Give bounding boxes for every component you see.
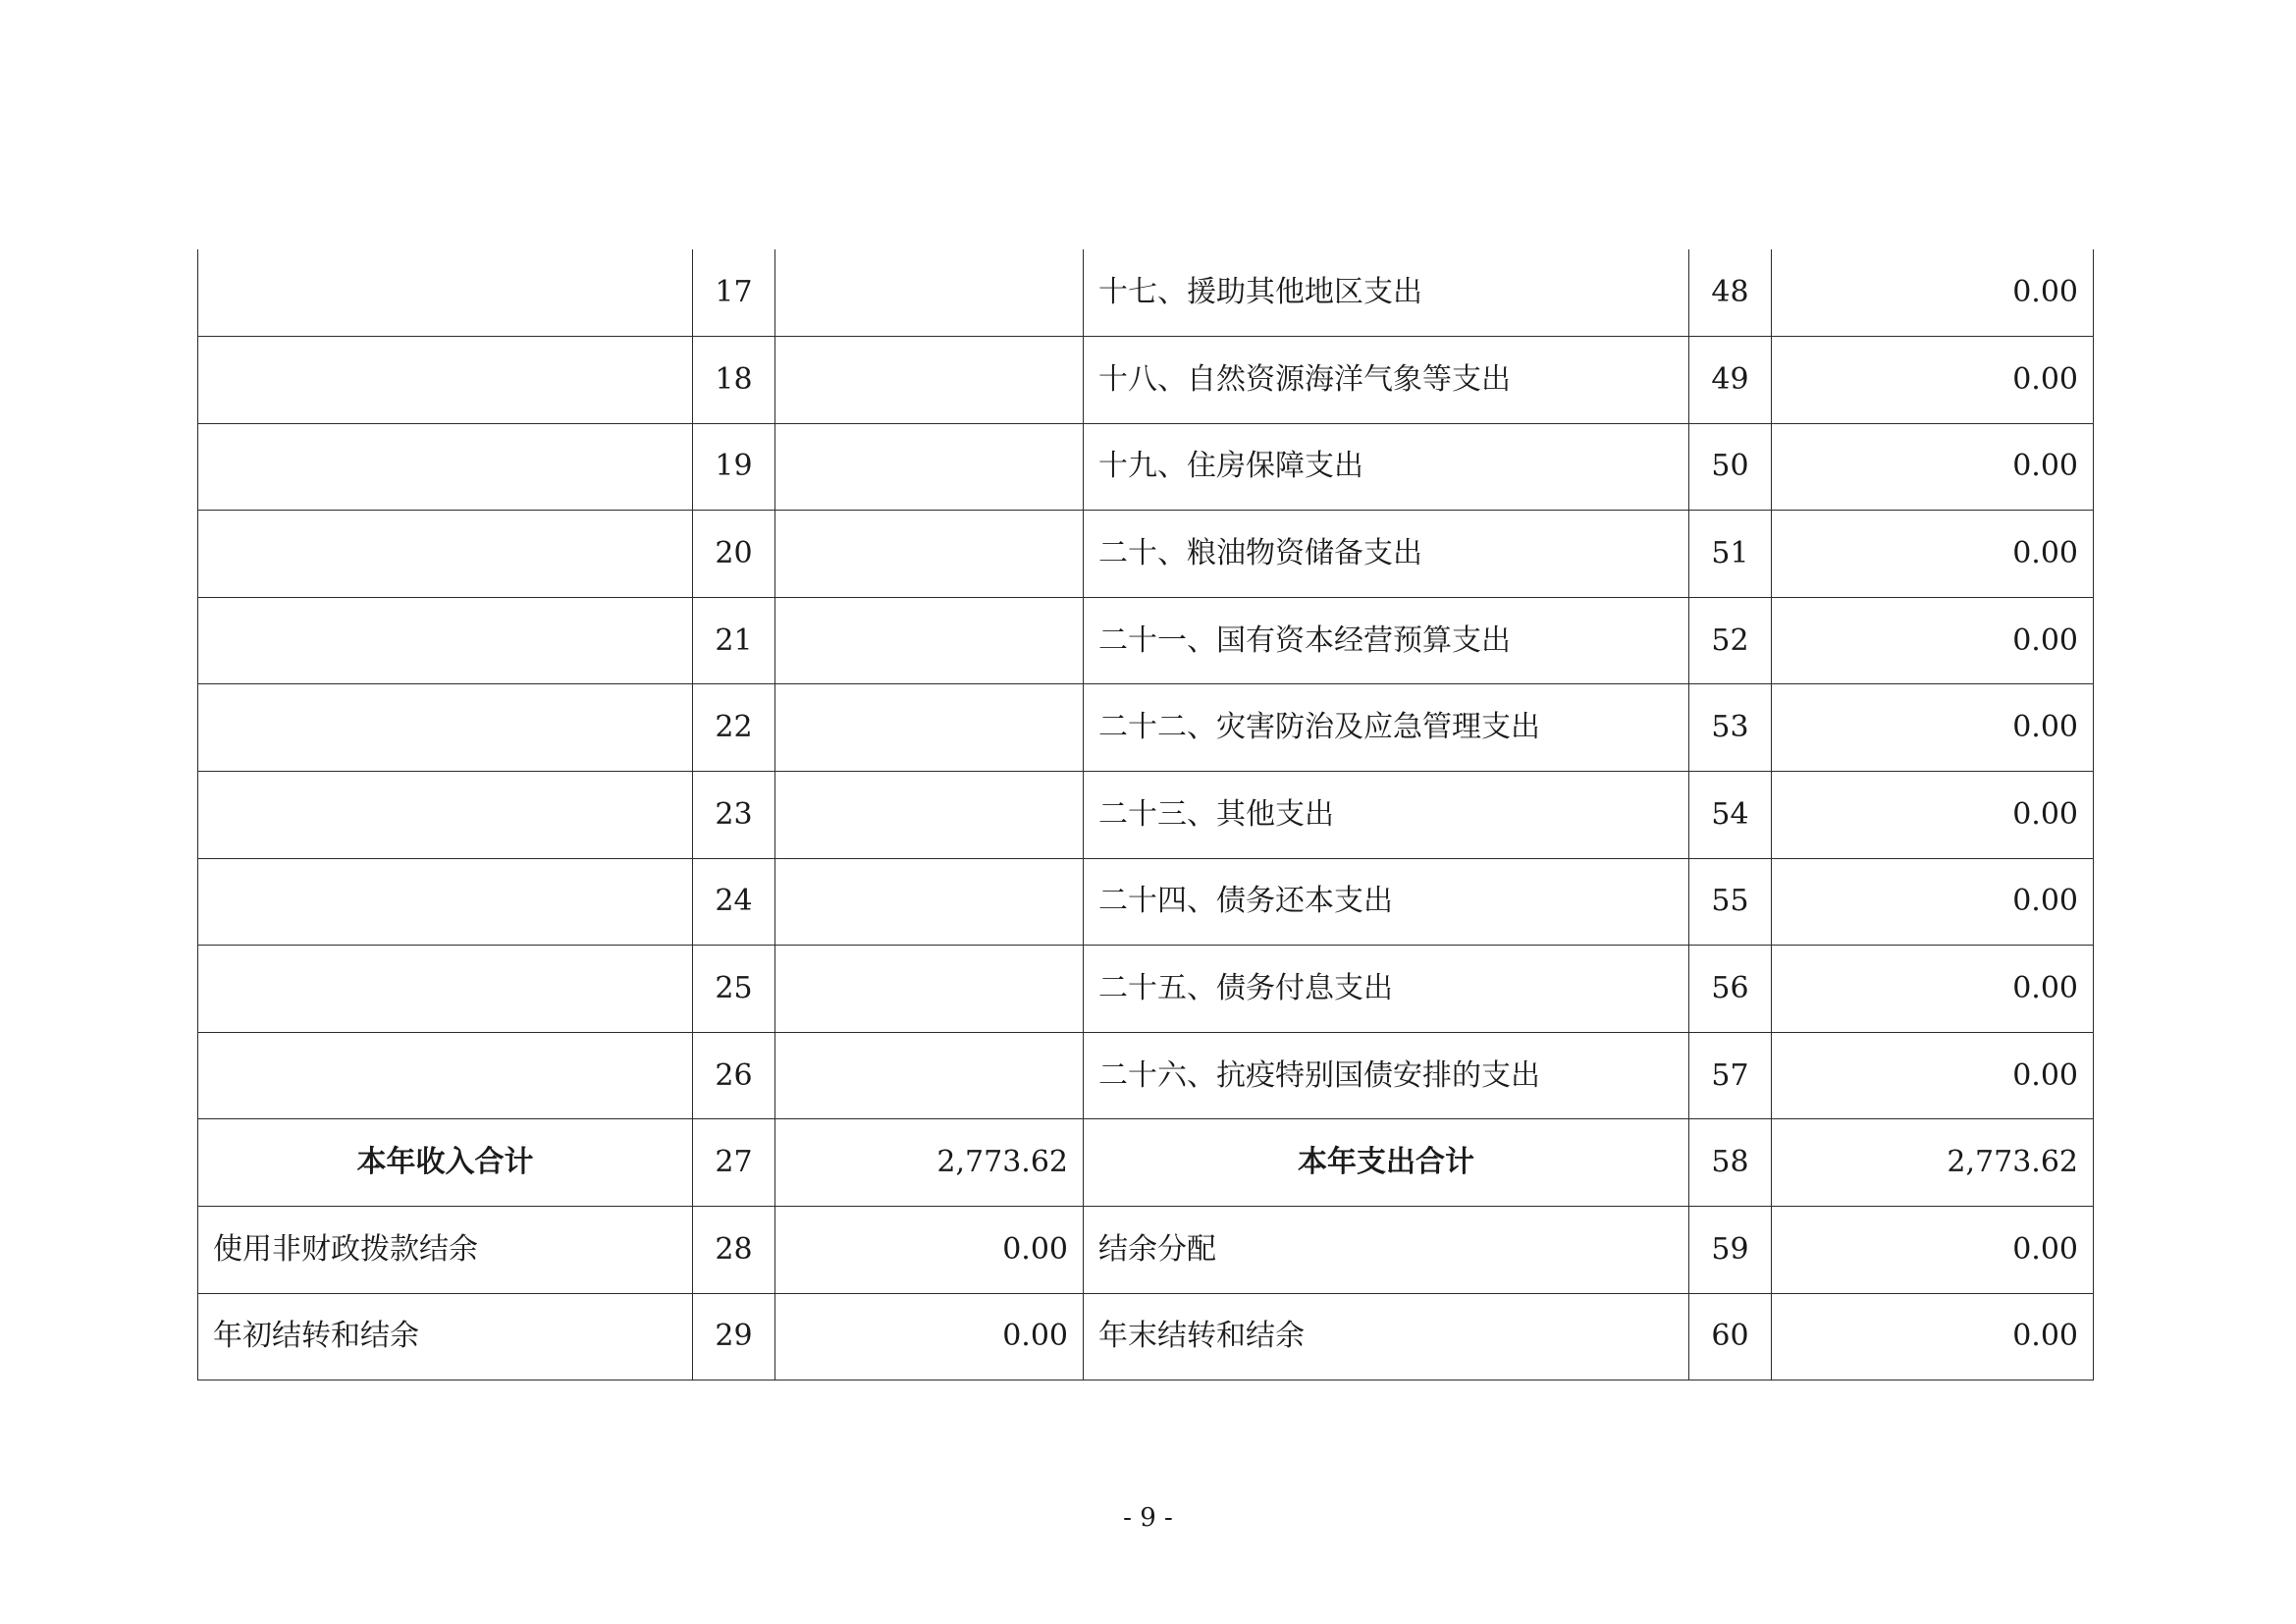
expenditure-item-cell: 十九、住房保障支出 [1084,423,1689,511]
income-amount-cell [775,858,1084,946]
expenditure-item-cell: 二十一、国有资本经营预算支出 [1084,597,1689,684]
income-item-cell: 年初结转和结余 [198,1293,693,1380]
expenditure-line-number: 59 [1689,1207,1772,1294]
table-row [198,946,2094,1033]
expenditure-amount-cell: 0.00 [1772,1032,2094,1119]
income-item-cell: 使用非财政拨款结余 [198,1207,693,1294]
income-total-amount: 2,773.62 [775,1119,1084,1207]
page-number: - 9 - [1123,1503,1173,1533]
expenditure-line-number: 56 [1689,946,1772,1033]
income-amount-cell [775,511,1084,598]
table-row [198,858,2094,946]
budget-table-container [197,249,2093,1380]
income-item-cell [198,946,693,1033]
expenditure-item-cell: 二十三、其他支出 [1084,772,1689,859]
table-row [198,249,2094,337]
expenditure-amount-cell: 0.00 [1772,511,2094,598]
income-item-cell [198,337,693,424]
income-amount-cell [775,946,1084,1033]
expenditure-line-number: 60 [1689,1293,1772,1380]
income-amount-cell: 0.00 [775,1207,1084,1294]
table-row [198,337,2094,424]
expenditure-amount-cell: 0.00 [1772,423,2094,511]
table-body [198,249,2094,1380]
expenditure-total-label: 本年支出合计 [1084,1119,1689,1207]
income-line-number: 28 [693,1207,775,1294]
income-item-cell [198,423,693,511]
expenditure-line-number: 50 [1689,423,1772,511]
expenditure-line-number: 53 [1689,684,1772,772]
expenditure-item-cell: 十七、援助其他地区支出 [1084,249,1689,337]
expenditure-line-number: 52 [1689,597,1772,684]
expenditure-line-number: 51 [1689,511,1772,598]
income-line-number: 26 [693,1032,775,1119]
income-item-cell [198,684,693,772]
expenditure-total-line-number: 58 [1689,1119,1772,1207]
income-item-cell [198,1032,693,1119]
expenditure-amount-cell: 0.00 [1772,946,2094,1033]
expenditure-item-cell: 结余分配 [1084,1207,1689,1294]
income-item-cell [198,597,693,684]
income-amount-cell [775,597,1084,684]
income-line-number: 22 [693,684,775,772]
expenditure-amount-cell: 0.00 [1772,772,2094,859]
income-amount-cell [775,1032,1084,1119]
income-total-line-number: 27 [693,1119,775,1207]
table-row [198,1032,2094,1119]
income-line-number: 25 [693,946,775,1033]
income-item-cell [198,858,693,946]
income-amount-cell [775,423,1084,511]
income-amount-cell [775,684,1084,772]
expenditure-item-cell: 二十五、债务付息支出 [1084,946,1689,1033]
income-amount-cell [775,337,1084,424]
expenditure-line-number: 55 [1689,858,1772,946]
expenditure-item-cell: 二十六、抗疫特别国债安排的支出 [1084,1032,1689,1119]
expenditure-amount-cell: 0.00 [1772,249,2094,337]
expenditure-item-cell: 二十、粮油物资储备支出 [1084,511,1689,598]
expenditure-amount-cell: 0.00 [1772,337,2094,424]
expenditure-line-number: 54 [1689,772,1772,859]
expenditure-total-amount: 2,773.62 [1772,1119,2094,1207]
expenditure-amount-cell: 0.00 [1772,684,2094,772]
income-item-cell [198,511,693,598]
income-expenditure-table [197,249,2094,1380]
table-row [198,597,2094,684]
income-line-number: 29 [693,1293,775,1380]
expenditure-amount-cell: 0.00 [1772,1207,2094,1294]
expenditure-amount-cell: 0.00 [1772,597,2094,684]
table-row [198,684,2094,772]
income-line-number: 19 [693,423,775,511]
income-amount-cell [775,772,1084,859]
table-row [198,1207,2094,1294]
expenditure-item-cell: 年末结转和结余 [1084,1293,1689,1380]
table-row [198,1293,2094,1380]
income-line-number: 17 [693,249,775,337]
expenditure-item-cell: 十八、自然资源海洋气象等支出 [1084,337,1689,424]
income-amount-cell [775,249,1084,337]
table-row [198,511,2094,598]
expenditure-line-number: 57 [1689,1032,1772,1119]
expenditure-amount-cell: 0.00 [1772,858,2094,946]
income-line-number: 23 [693,772,775,859]
income-line-number: 18 [693,337,775,424]
total-row [198,1119,2094,1207]
expenditure-item-cell: 二十二、灾害防治及应急管理支出 [1084,684,1689,772]
income-amount-cell: 0.00 [775,1293,1084,1380]
income-line-number: 21 [693,597,775,684]
expenditure-amount-cell: 0.00 [1772,1293,2094,1380]
income-item-cell [198,249,693,337]
table-row [198,772,2094,859]
expenditure-line-number: 49 [1689,337,1772,424]
expenditure-item-cell: 二十四、债务还本支出 [1084,858,1689,946]
expenditure-line-number: 48 [1689,249,1772,337]
income-line-number: 20 [693,511,775,598]
income-line-number: 24 [693,858,775,946]
income-total-label: 本年收入合计 [198,1119,693,1207]
table-row [198,423,2094,511]
income-item-cell [198,772,693,859]
